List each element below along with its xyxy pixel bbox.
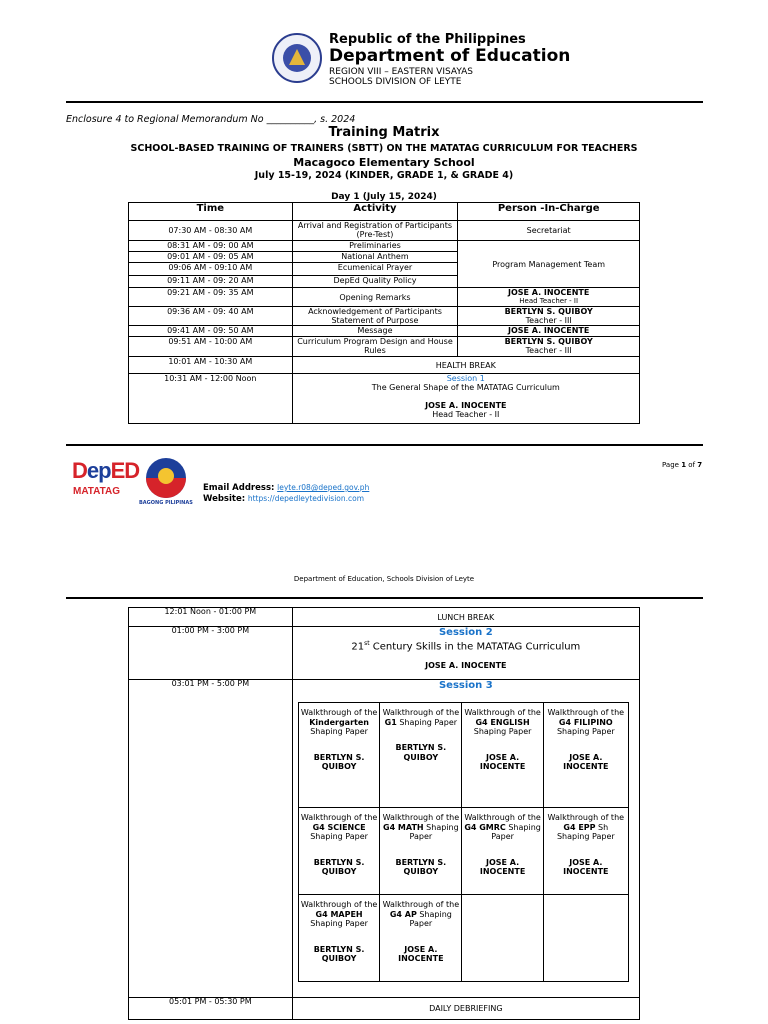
training-dates: July 15-19, 2024 (KINDER, GRADE 1, & GRADE 4) xyxy=(254,170,514,181)
table-row xyxy=(129,307,640,326)
time-cell: 03:01 PM - 5:00 PM xyxy=(129,680,293,998)
page-number: 1 xyxy=(681,461,687,469)
col-header-person: Person -In-Charge xyxy=(458,203,640,221)
deped-logo: DepED xyxy=(72,458,140,483)
day1-schedule-table xyxy=(128,202,640,424)
cell-person: BERTLYN S. QUIBOY xyxy=(395,857,447,877)
time-cell: 09:36 AM - 09: 40 AM xyxy=(129,307,293,326)
time-cell: 01:00 PM - 3:00 PM xyxy=(129,627,293,680)
division-label: SCHOOLS DIVISION OF LEYTE xyxy=(329,77,462,87)
contact-website xyxy=(203,494,364,504)
session-2-cell xyxy=(292,627,639,680)
header-divider xyxy=(66,101,703,103)
cell-person: JOSE A. INOCENTE xyxy=(398,944,444,964)
session-2-topic: 21st Century Skills in the MATATAG Curriculum xyxy=(351,640,581,653)
time-cell: 12:01 Noon - 01:00 PM xyxy=(129,608,293,627)
time-cell: 09:01 AM - 09: 05 AM xyxy=(129,252,293,263)
matrix-title: Training Matrix xyxy=(328,125,440,140)
time-cell: 07:30 AM - 08:30 AM xyxy=(129,221,293,241)
activity-cell: Ecumenical Prayer xyxy=(292,263,458,276)
table-row xyxy=(129,374,640,424)
time-cell: 08:31 AM - 09: 00 AM xyxy=(129,241,293,252)
school-name: Macagoco Elementary School xyxy=(293,156,475,169)
day-label: Day 1 (July 15, 2024) xyxy=(331,192,437,202)
lunch-break-cell: LUNCH BREAK xyxy=(292,608,639,627)
email-link[interactable]: leyte.r08@deped.gov.ph xyxy=(277,483,370,492)
cell-person: JOSE A. INOCENTE xyxy=(479,857,526,877)
session-3-cell xyxy=(292,680,639,998)
cell-person: JOSE A. INOCENTE xyxy=(563,752,609,772)
col-header-time: Time xyxy=(129,203,293,221)
time-cell: 09:11 AM - 09: 20 AM xyxy=(129,276,293,288)
activity-cell: Preliminaries xyxy=(292,241,458,252)
time-cell: 10:31 AM - 12:00 Noon xyxy=(129,374,293,424)
walkthrough-cell-kinder: Walkthrough of the Kindergarten Shaping Paper BERTLYN S. QUIBOY xyxy=(298,703,380,808)
table-row xyxy=(129,627,640,680)
activity-cell: Curriculum Program Design and House Rules xyxy=(292,337,458,357)
page-total: 7 xyxy=(697,461,703,469)
person-name: BERTLYN S. QUIBOY xyxy=(504,337,593,346)
walkthrough-cell-g4-math: Walkthrough of the G4 MATH Shaping Paper BERTLYN S. QUIBOY xyxy=(380,808,462,895)
cell-person: JOSE A. INOCENTE xyxy=(563,857,609,877)
session-1-person: JOSE A. INOCENTE xyxy=(425,401,507,410)
time-cell: 05:01 PM - 05:30 PM xyxy=(129,998,293,1020)
health-break-cell: HEALTH BREAK xyxy=(292,357,639,374)
email-label: Email Address: xyxy=(203,483,275,493)
table-row xyxy=(129,221,640,241)
session-1-topic: The General Shape of the MATATAG Curriculum xyxy=(371,383,560,392)
bagong-pilipinas-logo xyxy=(146,458,186,498)
debriefing-cell: DAILY DEBRIEFING xyxy=(292,998,639,1020)
cell-person: BERTLYN S. QUIBOY xyxy=(313,944,365,964)
session-3-label: Session 3 xyxy=(438,680,493,691)
empty-cell xyxy=(543,895,628,982)
enclosure-line: Enclosure 4 to Regional Memorandum No __________, s. 2024 xyxy=(66,114,356,125)
session-1-role: Head Teacher - II xyxy=(432,410,500,419)
walkthrough-cell-g4-gmrc: Walkthrough of the G4 GMRC Shaping Paper JOSE A. INOCENTE xyxy=(462,808,544,895)
session-1-cell xyxy=(292,374,639,424)
time-cell: 09:41 AM - 09: 50 AM xyxy=(129,326,293,337)
walkthrough-cell-g4-epp: Walkthrough of the G4 EPP Sh Shaping Paper JOSE A. INOCENTE xyxy=(543,808,628,895)
table-row xyxy=(129,288,640,307)
table-row xyxy=(129,998,640,1020)
person-cell: Secretariat xyxy=(458,221,640,241)
cell-person: BERTLYN S. QUIBOY xyxy=(395,743,447,762)
table-row xyxy=(129,241,640,252)
activity-cell: Opening Remarks xyxy=(292,288,458,307)
matatag-logo-text: MATATAG xyxy=(73,486,121,497)
bagong-pilipinas-text: BAGONG PILIPINAS xyxy=(139,500,193,506)
person-cell xyxy=(458,337,640,357)
cell-person: BERTLYN S. QUIBOY xyxy=(313,857,365,877)
activity-cell: National Anthem xyxy=(292,252,458,263)
table-row xyxy=(129,357,640,374)
day1-afternoon-table xyxy=(128,607,640,1020)
walkthrough-cell-g4-filipino: Walkthrough of the G4 FILIPINO Shaping Paper JOSE A. INOCENTE xyxy=(543,703,628,808)
activity-cell: Message xyxy=(292,326,458,337)
table-row xyxy=(129,608,640,627)
person-cell xyxy=(458,307,640,326)
footer-divider xyxy=(66,444,703,446)
activity-cell: DepEd Quality Policy xyxy=(292,276,458,288)
session-3-grid xyxy=(298,702,629,982)
activity-cell: Arrival and Registration of Participants (Pre-Test) xyxy=(292,221,458,241)
page-prefix: Page xyxy=(662,461,679,469)
cell-person: JOSE A. INOCENTE xyxy=(479,752,526,772)
person-role: Head Teacher - II xyxy=(519,297,579,305)
person-role: Teacher - III xyxy=(525,346,572,355)
walkthrough-cell-g4-mapeh: Walkthrough of the G4 MAPEH Shaping Paper BERTLYN S. QUIBOY xyxy=(298,895,380,982)
walkthrough-cell-g1: Walkthrough of the G1 Shaping Paper BERTLYN S. QUIBOY xyxy=(380,703,462,808)
department-title: Department of Education xyxy=(329,46,571,66)
person-name: JOSE A. INOCENTE xyxy=(507,288,590,297)
person-cell xyxy=(458,288,640,307)
page2-divider xyxy=(66,597,703,599)
person-cell: Program Management Team xyxy=(458,241,640,288)
time-cell: 09:06 AM - 09:10 AM xyxy=(129,263,293,276)
cell-person: BERTLYN S. QUIBOY xyxy=(313,752,365,772)
session-2-label: Session 2 xyxy=(438,627,493,638)
time-cell: 09:51 AM - 10:00 AM xyxy=(129,337,293,357)
time-cell: 09:21 AM - 09: 35 AM xyxy=(129,288,293,307)
empty-cell xyxy=(462,895,544,982)
table-row xyxy=(129,326,640,337)
region-label: REGION VIII – EASTERN VISAYAS xyxy=(329,67,473,77)
training-subtitle: SCHOOL-BASED TRAINING OF TRAINERS (SBTT) ON THE MATATAG CURRICULUM FOR TEACHERS xyxy=(130,143,638,154)
republic-title: Republic of the Philippines xyxy=(329,32,526,47)
walkthrough-cell-g4-science: Walkthrough of the G4 SCIENCE Shaping Paper BERTLYN S. QUIBOY xyxy=(298,808,380,895)
session-1-label: Session 1 xyxy=(446,374,485,383)
page-indicator xyxy=(662,461,702,469)
table-header-row xyxy=(129,203,640,221)
person-role: Teacher - III xyxy=(525,316,572,325)
department-footer: Department of Education, Schools Division of Leyte xyxy=(293,575,475,583)
deped-seal-logo xyxy=(272,33,322,83)
walkthrough-cell-g4-english: Walkthrough of the G4 ENGLISH Shaping Paper JOSE A. INOCENTE xyxy=(462,703,544,808)
time-cell: 10:01 AM - 10:30 AM xyxy=(129,357,293,374)
activity-cell: Acknowledgement of Participants Statement of Purpose xyxy=(292,307,458,326)
website-label: Website: xyxy=(203,494,246,504)
website-link[interactable]: https://depedleytedivision.com xyxy=(247,494,365,503)
page-of: of xyxy=(688,461,696,469)
person-cell: JOSE A. INOCENTE xyxy=(458,326,640,337)
person-name: BERTLYN S. QUIBOY xyxy=(504,307,593,316)
walkthrough-cell-g4-ap: Walkthrough of the G4 AP Shaping Paper JOSE A. INOCENTE xyxy=(380,895,462,982)
table-row xyxy=(129,680,640,998)
contact-email xyxy=(203,483,369,493)
col-header-activity: Activity xyxy=(292,203,458,221)
session-2-person: JOSE A. INOCENTE xyxy=(425,661,507,671)
table-row xyxy=(129,337,640,357)
